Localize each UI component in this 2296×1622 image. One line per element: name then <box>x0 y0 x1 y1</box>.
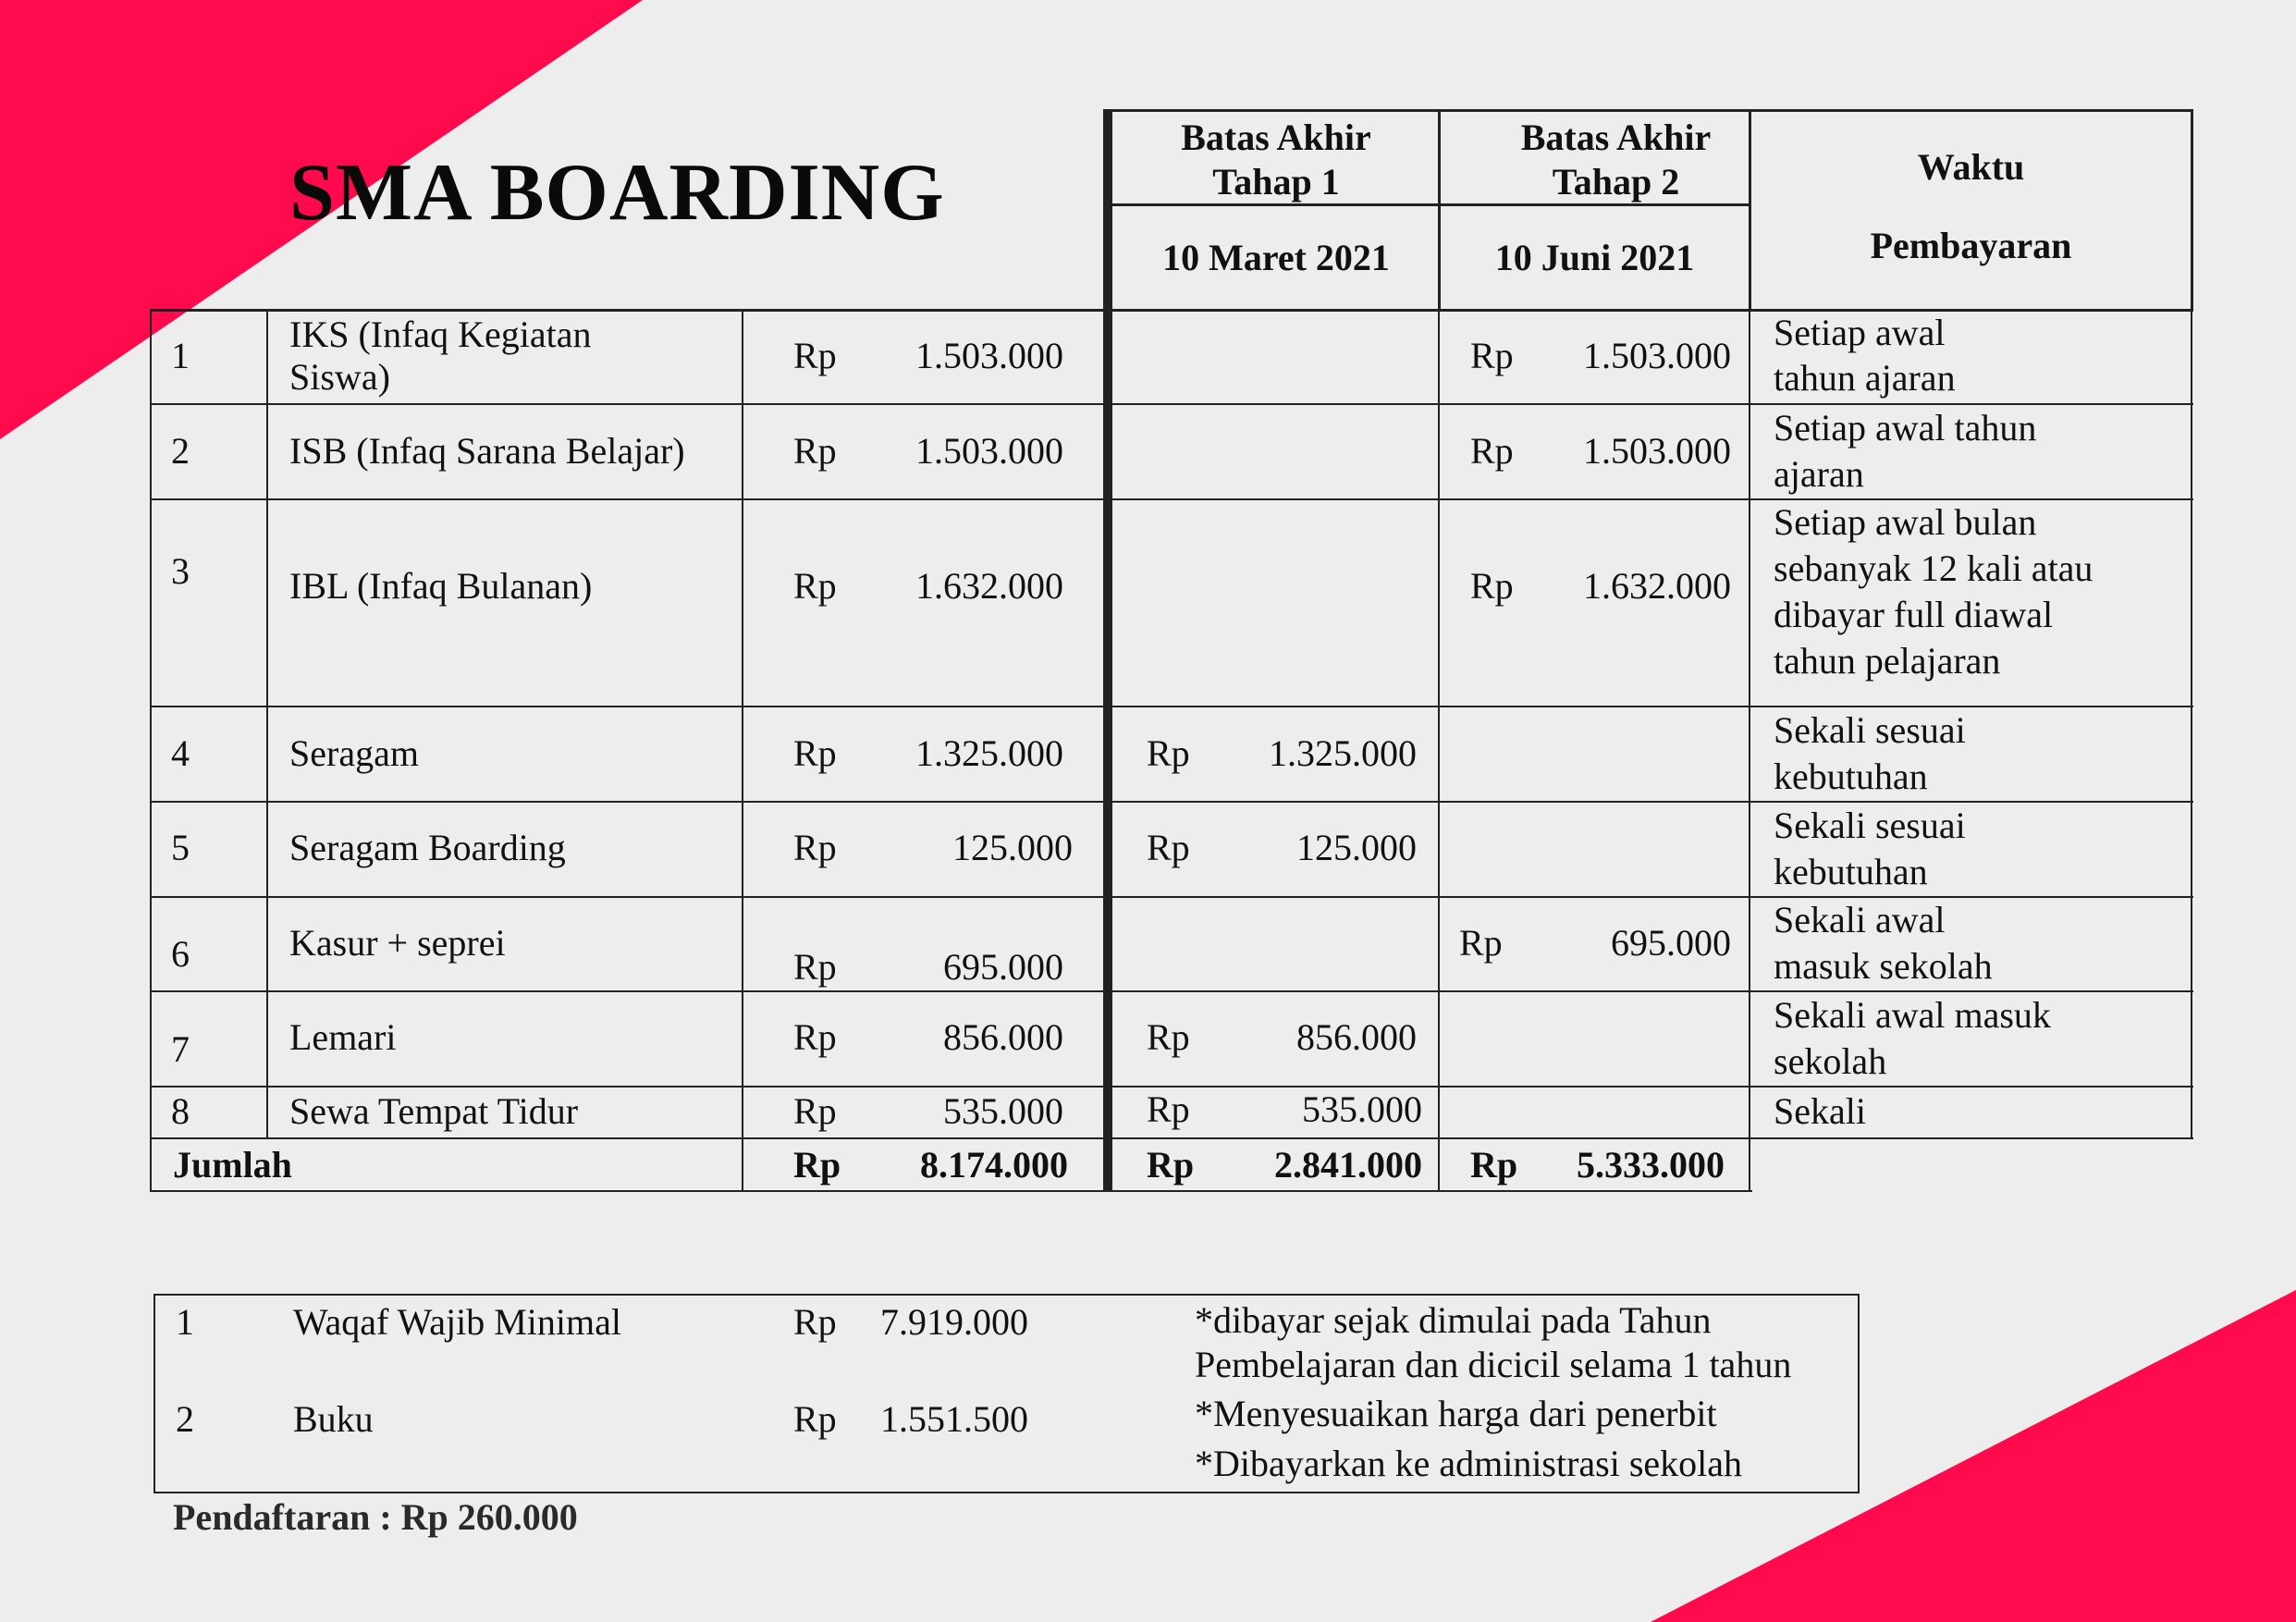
currency: Rp <box>793 1090 837 1132</box>
row-number: 1 <box>176 1301 194 1343</box>
stage2-currency: Rp <box>1470 565 1514 607</box>
item-name: IKS (Infaq Kegiatan <box>289 313 592 355</box>
total-amount: 8.174.000 <box>920 1144 1068 1186</box>
stage2-amount: 695.000 <box>1611 922 1731 964</box>
row-number: 5 <box>171 827 190 868</box>
item-name: Seragam <box>289 732 419 774</box>
row-number: 8 <box>171 1090 190 1132</box>
stage1-currency: Rp <box>1147 732 1190 774</box>
payment-time-cont: kebutuhan <box>1774 756 1928 797</box>
amount: 7.919.000 <box>880 1301 1028 1343</box>
item-name: Seragam Boarding <box>289 827 566 868</box>
payment-time-cont: sebanyak 12 kali atau <box>1774 547 2093 589</box>
stage2-date: 10 Juni 2021 <box>1494 237 1695 278</box>
amount: 1.632.000 <box>915 565 1063 607</box>
amount: 535.000 <box>943 1090 1063 1132</box>
row-number: 6 <box>171 933 190 975</box>
item-name: Waqaf Wajib Minimal <box>293 1301 621 1343</box>
currency: Rp <box>793 732 837 774</box>
stage2-label-line1: Batas Akhir <box>1520 117 1712 158</box>
currency: Rp <box>793 827 837 868</box>
stage2-currency: Rp <box>1470 335 1514 376</box>
stage1-currency: Rp <box>1147 827 1190 868</box>
currency: Rp <box>793 1301 837 1343</box>
item-name: Kasur + seprei <box>289 922 506 964</box>
item-name: Buku <box>293 1398 374 1440</box>
currency: Rp <box>793 1016 837 1058</box>
stage1-amount: 125.000 <box>1296 827 1417 868</box>
stage1-amount: 1.325.000 <box>1269 732 1417 774</box>
payment-time-cont: tahun pelajaran <box>1774 640 2001 682</box>
payment-time: Sekali awal <box>1774 899 1946 940</box>
note-line: *Menyesuaikan harga dari penerbit <box>1195 1393 1717 1434</box>
payment-time: Setiap awal tahun <box>1774 407 2037 449</box>
row-number: 4 <box>171 732 190 774</box>
amount: 1.551.500 <box>880 1398 1028 1440</box>
registration-fee: Pendaftaran : Rp 260.000 <box>173 1496 578 1538</box>
amount: 1.503.000 <box>915 430 1063 472</box>
total-label: Jumlah <box>173 1144 292 1186</box>
row-number: 2 <box>176 1398 194 1440</box>
stage1-currency: Rp <box>1147 1088 1190 1130</box>
payment-time-cont: kebutuhan <box>1774 851 1928 892</box>
stage2-amount: 1.503.000 <box>1583 335 1731 376</box>
payment-time-line1: Waktu <box>1917 146 2025 188</box>
payment-time-cont: sekolah <box>1774 1040 1887 1082</box>
amount: 695.000 <box>943 946 1063 988</box>
stage2-amount: 1.632.000 <box>1583 565 1731 607</box>
payment-time-cont: ajaran <box>1774 453 1864 495</box>
stage1-label-line1: Batas Akhir <box>1181 117 1371 158</box>
payment-time-line2: Pembayaran <box>1870 225 2072 266</box>
row-number: 2 <box>171 430 190 472</box>
note-line: Pembelajaran dan dicicil selama 1 tahun <box>1195 1344 1792 1385</box>
item-name: Sewa Tempat Tidur <box>289 1090 579 1132</box>
row-number: 7 <box>171 1028 190 1070</box>
currency: Rp <box>793 430 837 472</box>
page-title: SMA BOARDING <box>289 148 945 238</box>
row-number: 3 <box>171 550 190 592</box>
currency: Rp <box>793 565 837 607</box>
payment-time-cont: dibayar full diawal <box>1774 594 2054 635</box>
currency: Rp <box>793 1398 837 1440</box>
total-stage1-currency: Rp <box>1147 1144 1195 1186</box>
amount: 125.000 <box>952 827 1073 868</box>
stage2-label-line2: Tahap 2 <box>1552 161 1680 203</box>
payment-time: Sekali sesuai <box>1774 805 1966 846</box>
currency: Rp <box>793 335 837 376</box>
total-stage2-amount: 5.333.000 <box>1577 1144 1725 1186</box>
payment-time: Setiap awal bulan <box>1774 501 2037 543</box>
item-name: ISB (Infaq Sarana Belajar) <box>289 430 685 472</box>
stage2-currency: Rp <box>1470 430 1514 472</box>
item-name: IBL (Infaq Bulanan) <box>289 565 593 607</box>
stage1-currency: Rp <box>1147 1016 1190 1058</box>
amount: 1.503.000 <box>915 335 1063 376</box>
amount: 856.000 <box>943 1016 1063 1058</box>
payment-time: Sekali sesuai <box>1774 709 1966 751</box>
stage2-currency: Rp <box>1459 922 1503 964</box>
payment-time-cont: masuk sekolah <box>1774 945 1993 987</box>
currency: Rp <box>793 946 837 988</box>
total-stage2-currency: Rp <box>1470 1144 1518 1186</box>
note-line: *Dibayarkan ke administrasi sekolah <box>1195 1443 1743 1484</box>
stage1-date: 10 Maret 2021 <box>1162 237 1390 278</box>
stage1-amount: 856.000 <box>1296 1016 1417 1058</box>
item-name: Lemari <box>289 1016 397 1058</box>
payment-time-cont: tahun ajaran <box>1774 357 1956 399</box>
stage1-amount: 535.000 <box>1302 1088 1422 1130</box>
row-number: 1 <box>171 335 190 376</box>
stage2-amount: 1.503.000 <box>1583 430 1731 472</box>
stage1-label-line2: Tahap 1 <box>1212 161 1340 203</box>
payment-time: Sekali <box>1774 1090 1866 1132</box>
payment-time: Sekali awal masuk <box>1774 994 2051 1036</box>
amount: 1.325.000 <box>915 732 1063 774</box>
note-line: *dibayar sejak dimulai pada Tahun <box>1195 1299 1712 1341</box>
total-currency: Rp <box>793 1144 841 1186</box>
item-name-cont: Siswa) <box>289 356 390 398</box>
payment-time: Setiap awal <box>1774 312 1946 353</box>
total-stage1-amount: 2.841.000 <box>1274 1144 1422 1186</box>
